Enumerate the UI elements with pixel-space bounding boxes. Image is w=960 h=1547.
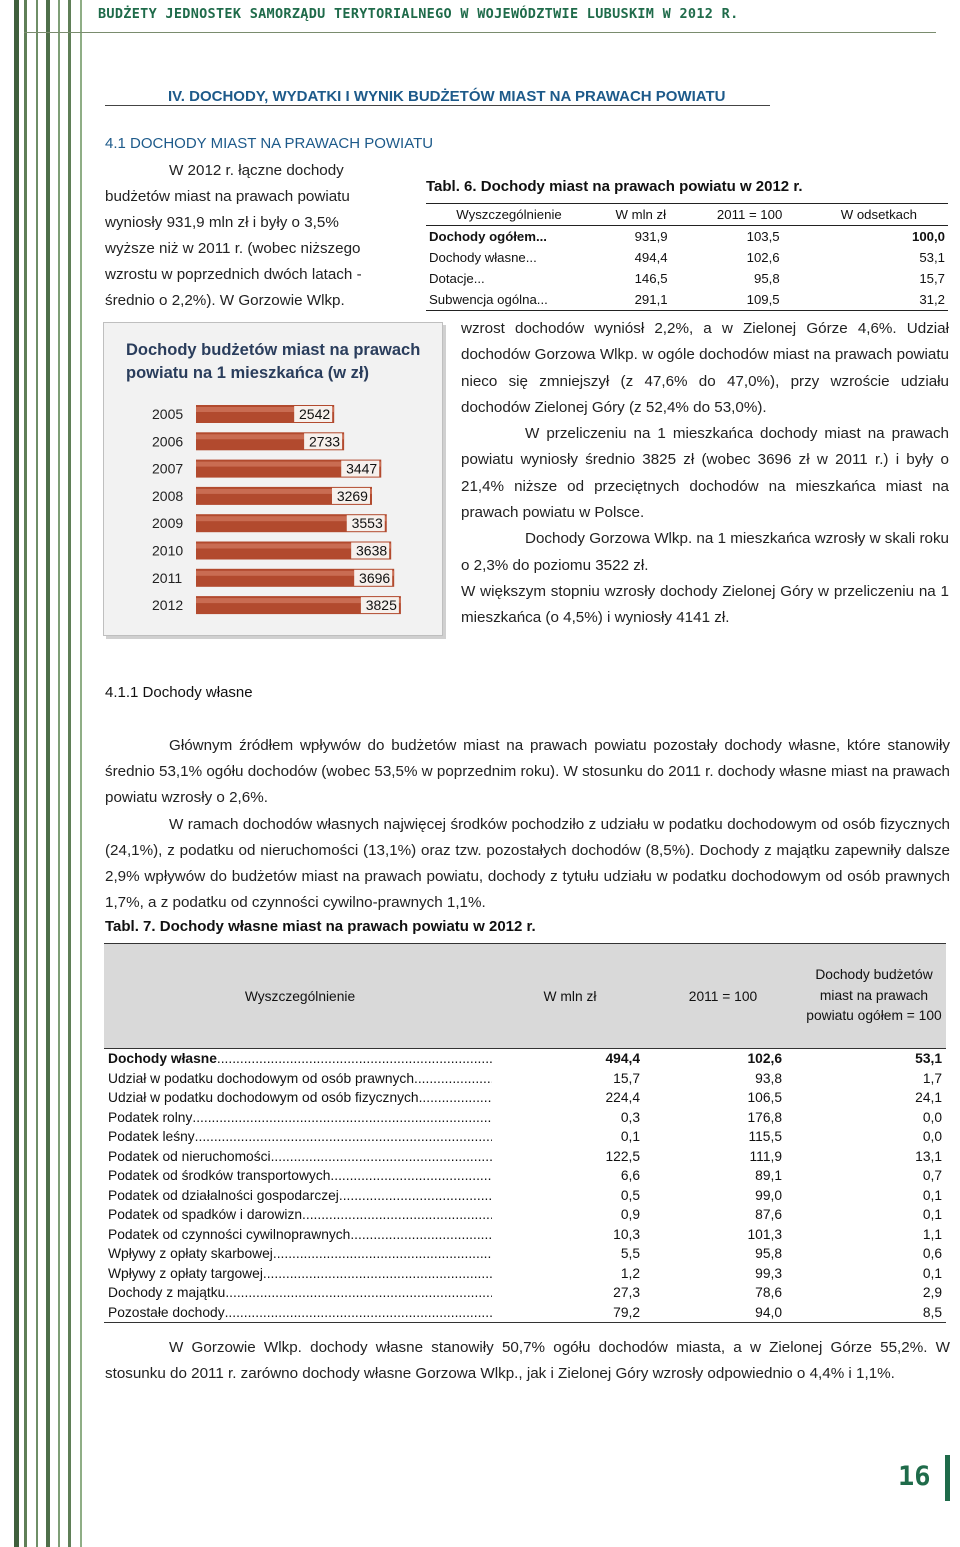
- table7-label-cell: [104, 1069, 496, 1089]
- table7-value-cell: 494,4: [605, 1051, 640, 1067]
- table6-value-cell: 53,1: [919, 250, 945, 265]
- table6-value-cell: 146,5: [634, 271, 668, 286]
- intro-line: średnio o 2,2%). W Gorzowie Wlkp.: [105, 292, 345, 309]
- leader-dots: [273, 1246, 492, 1261]
- table7-row: [104, 1108, 946, 1128]
- table7-value-cell: 101,3: [747, 1226, 782, 1242]
- table7-value-cell: 89,1: [755, 1168, 782, 1184]
- table7-value-cell: 102,6: [747, 1051, 782, 1067]
- chart-value-label: 3696: [359, 569, 391, 586]
- table7-label-cell: [104, 1147, 496, 1167]
- table7-label-cell: [104, 1186, 496, 1206]
- table7-label-cell: [104, 1244, 496, 1264]
- table7-row: [104, 1303, 946, 1323]
- table7-row-label: Udział w podatku dochodowym od osób prawnych: [108, 1070, 415, 1086]
- table6-value-cell: 31,2: [810, 289, 948, 311]
- table7-row-label: Pozostałe dochody: [108, 1304, 225, 1320]
- table7-label-cell: [104, 1264, 496, 1284]
- page-number-bar: [945, 1455, 950, 1501]
- decor-bar-4: [46, 0, 50, 1547]
- table7-row: [104, 1283, 946, 1303]
- table7-value-cell: 1,1: [922, 1226, 942, 1242]
- chart-title: Dochody budżetów miast na prawach powiatu na 1 mieszkańca (w zł): [126, 341, 421, 382]
- decor-bar-1: [14, 0, 19, 1547]
- table7-value-cell: 0,1: [922, 1207, 942, 1223]
- table7-value-cell: 24,1: [915, 1090, 942, 1106]
- intro-line: W 2012 r. łączne dochody: [169, 162, 344, 179]
- table7-value-cell: 79,2: [496, 1303, 644, 1323]
- table7-row-label: Dochody z majątku: [108, 1285, 226, 1301]
- table7-row-label: Podatek rolny: [108, 1109, 193, 1125]
- table7-caption: Tabl. 7. Dochody własne miast na prawach powiatu w 2012 r.: [105, 918, 536, 935]
- table7-row-label: Podatek od nieruchomości: [108, 1148, 271, 1164]
- leader-dots: [192, 1110, 492, 1125]
- closing-text: W Gorzowie Wlkp. dochody własne stanowiły 50,7% ogółu dochodów miasta, a w Zielonej Górze 55,2%. W stosunku do 2011 r. zarówno dochody własne Gorzowa Wlkp., jak i Zielonej Góry wzrosły odpowiednio o 4,4% i 1,1%.: [105, 1339, 950, 1382]
- chart-value-label: 3825: [365, 597, 397, 614]
- page-number: 16: [898, 1461, 931, 1492]
- table7-row-label: Udział w podatku dochodowym od osób fizycznych: [108, 1090, 419, 1106]
- table7-value-cell: 10,3: [613, 1226, 640, 1242]
- table7-label-cell: [104, 1166, 496, 1186]
- body-text: Głównym źródłem wpływów do budżetów miast na prawach powiatu pozostały dochody własne, które stanowiły średnio 53,1% ogółu dochodów (wobec 53,5% w poprzednim roku). W stosunku do 2011 r. dochody własne miast na prawach powiatu wzrosły o 2,6%.: [105, 737, 950, 806]
- table7-label-cell: [104, 1303, 496, 1323]
- table7-row: [104, 1244, 946, 1264]
- table6-value-cell: 95,8: [753, 271, 780, 286]
- table7-row: [104, 1166, 946, 1186]
- leader-dots: [419, 1090, 492, 1105]
- table7-row: [104, 1205, 946, 1225]
- intro-paragraph: [105, 158, 403, 314]
- table6: [426, 203, 948, 311]
- table6-header: W mln zł: [592, 204, 690, 226]
- intro-line: wzrostu w poprzednich dwóch latach -: [105, 266, 362, 283]
- chart-category-label: 2009: [152, 515, 184, 532]
- chart-category-label: 2005: [152, 406, 184, 422]
- table7-value-cell: 1,7: [922, 1070, 942, 1086]
- table7-value-cell: 99,0: [755, 1187, 782, 1203]
- right-paragraphs: [461, 316, 949, 632]
- leader-dots: [350, 1227, 492, 1242]
- table7-value-cell: 111,9: [749, 1148, 782, 1164]
- table7-value-cell: 0,1: [620, 1129, 640, 1145]
- table7-value-cell: 15,7: [613, 1070, 640, 1086]
- table7-row-label: Podatek leśny: [108, 1129, 195, 1145]
- table6-caption: Tabl. 6. Dochody miast na prawach powiatu w 2012 r.: [426, 178, 803, 195]
- table7-label-cell: [104, 1108, 496, 1128]
- table7-row: [104, 1049, 946, 1069]
- table7-value-cell: 0,0: [922, 1109, 942, 1125]
- chart-value-label: 3447: [346, 460, 378, 477]
- table7-row-label: Dochody własne: [108, 1051, 217, 1067]
- table7-value-cell: 0,9: [620, 1207, 640, 1223]
- intro-line: wyższe niż w 2011 r. (wobec niższego: [105, 240, 361, 257]
- table7-header: W mln zł: [496, 944, 644, 1049]
- table7-label-cell: [104, 1225, 496, 1245]
- table6-value-cell: 931,9: [634, 229, 668, 244]
- leader-dots: [217, 1051, 492, 1066]
- chart-category-label: 2006: [152, 433, 184, 450]
- table7-value-cell: 2,9: [922, 1285, 942, 1301]
- leader-dots: [302, 1207, 492, 1222]
- table7-row: [104, 1225, 946, 1245]
- chart-category-label: 2011: [152, 569, 183, 586]
- table7-value-cell: 95,8: [755, 1246, 782, 1262]
- chart-value-label: 3553: [351, 515, 383, 532]
- table7: [104, 943, 946, 1323]
- right-para-4: W większym stopniu wzrosły dochody Zielonej Góry w przeliczeniu na 1 mieszkańca (o 4,5%) i wyniosły 4141 zł.: [461, 582, 949, 627]
- leader-dots: [263, 1266, 492, 1281]
- table6-value-cell: 102,6: [746, 250, 780, 265]
- table7-value-cell: 1,2: [620, 1265, 640, 1281]
- table7-label-cell: [104, 1127, 496, 1147]
- right-para-1: wzrost dochodów wyniósł 2,2%, a w Zielonej Górze 4,6%. Udział dochodów Gorzowa Wlkp. w ogóle dochodów miast na prawach powiatu nieco się zmniejszył (z 47,6% do 47,0%), przy wzroście udziału dochodów Zielonej Góry (z 52,4% do 53,0%).: [461, 320, 949, 416]
- decor-bar-7: [80, 0, 82, 1547]
- table7-row-label: Podatek od spadków i darowizn: [108, 1207, 303, 1223]
- header-rule: [24, 32, 936, 33]
- table7-label-cell: [104, 1283, 496, 1303]
- table7-value-cell: 8,5: [802, 1303, 946, 1323]
- body-text: W ramach dochodów własnych najwięcej środków pochodziło z udziału w podatku dochodowym od osób fizycznych (24,1%), z podatku od nieruchomości (13,1%) oraz tzw. pozostałych dochodów (8,5%). Dochody z majątku zapewniły dalsze 2,9% wpływów do budżetów miast na prawach powiatu, dochody z tytułu udziału w podatku dochodowym od osób prawnych 1,7%, a z podatku od czynności cywilno-prawnych 1,1%.: [105, 816, 950, 911]
- table7-row-label: Podatek od czynności cywilnoprawnych: [108, 1226, 351, 1242]
- table7-label-cell: [104, 1088, 496, 1108]
- table6-value-cell: 109,5: [690, 289, 810, 311]
- table6-value-cell: 103,5: [746, 229, 780, 244]
- decor-bar-5: [58, 0, 60, 1547]
- chart-category-label: 2008: [152, 487, 184, 504]
- leader-dots: [330, 1168, 492, 1183]
- decor-bar-3: [36, 0, 38, 1547]
- decor-bar-2: [24, 0, 27, 1547]
- table6-label-cell: Dotacje...: [429, 271, 485, 286]
- leader-dots: [225, 1285, 492, 1300]
- leader-dots: [225, 1305, 492, 1320]
- table7-value-cell: 0,6: [922, 1246, 942, 1262]
- table7-label-cell: [104, 1049, 496, 1069]
- leader-dots: [195, 1129, 492, 1144]
- table7-value-cell: 176,8: [747, 1109, 782, 1125]
- table7-row: [104, 1088, 946, 1108]
- table6-value-cell: 15,7: [919, 271, 945, 286]
- chart-category-label: 2007: [152, 460, 184, 477]
- table7-row: [104, 1127, 946, 1147]
- table7-value-cell: 93,8: [755, 1070, 782, 1086]
- table7-value-cell: 99,3: [755, 1265, 782, 1281]
- section-title-underline: [105, 105, 770, 106]
- table6-row: [426, 268, 948, 289]
- table7-header: 2011 = 100: [644, 944, 802, 1049]
- table7-value-cell: 0,1: [922, 1265, 942, 1281]
- table7-row: [104, 1069, 946, 1089]
- table7-value-cell: 0,1: [922, 1187, 942, 1203]
- table7-value-cell: 87,6: [755, 1207, 782, 1223]
- table7-label-cell: [104, 1205, 496, 1225]
- table7-row-label: Wpływy z opłaty targowej: [108, 1265, 263, 1281]
- intro-line: budżetów miast na prawach powiatu: [105, 188, 350, 205]
- per-capita-chart: [103, 322, 443, 636]
- table6-row: [426, 289, 948, 311]
- table6-header: Wyszczególnienie: [426, 204, 592, 226]
- chart-plot: [104, 323, 442, 635]
- table7-row-label: Podatek od środków transportowych: [108, 1168, 331, 1184]
- table7-value-cell: 122,5: [605, 1148, 640, 1164]
- table7-value-cell: 94,0: [644, 1303, 802, 1323]
- closing-paragraph: [105, 1335, 950, 1387]
- intro-line: wyniosły 931,9 mln zł i były o 3,5%: [105, 214, 339, 231]
- chart-category-label: 2012: [152, 597, 184, 614]
- decor-bar-6: [68, 0, 71, 1547]
- table6-value-cell: 100,0: [911, 229, 945, 244]
- table6-label-cell: Subwencja ogólna...: [426, 289, 592, 311]
- table7-header: Wyszczególnienie: [104, 944, 496, 1049]
- table7-value-cell: 0,7: [922, 1168, 942, 1184]
- table7-value-cell: 0,5: [620, 1187, 640, 1203]
- chart-value-label: 3269: [336, 487, 368, 504]
- section-subtitle: 4.1 DOCHODY MIAST NA PRAWACH POWIATU: [105, 135, 434, 152]
- table7-row-label: Podatek od działalności gospodarczej: [108, 1187, 339, 1203]
- table7-value-cell: 115,5: [748, 1129, 782, 1145]
- chart-value-label: 2733: [308, 433, 341, 450]
- right-para-2: W przeliczeniu na 1 mieszkańca dochody miast na prawach powiatu wyniosły średnio 3825 zł (wobec 3696 zł w 2011 r.) i były o 21,4% niższe od przeciętnych dochodów na mieszkańca miast na prawach powiatu w Polsce.: [461, 425, 949, 522]
- table6-label-cell: Dochody ogółem...: [429, 229, 547, 244]
- table7-value-cell: 53,1: [915, 1051, 942, 1067]
- table7-value-cell: 78,6: [755, 1285, 782, 1301]
- table6-label-cell: Dochody własne...: [429, 250, 537, 265]
- body-paragraph-2: [105, 812, 950, 916]
- table6-row: [426, 226, 948, 248]
- table6-header: W odsetkach: [810, 204, 948, 226]
- table7-header: Dochody budżetów miast na prawach powiatu ogółem = 100: [802, 944, 946, 1049]
- table7-value-cell: 0,3: [620, 1109, 640, 1125]
- table6-header: 2011 = 100: [690, 204, 810, 226]
- table7-row: [104, 1186, 946, 1206]
- body-paragraph-1: [105, 733, 950, 811]
- table7-row: [104, 1147, 946, 1167]
- chart-category-label: 2010: [152, 542, 184, 559]
- table7-value-cell: 13,1: [915, 1148, 942, 1164]
- leader-dots: [271, 1149, 492, 1164]
- table7-value-cell: 224,4: [605, 1090, 640, 1106]
- chart-value-label: 2542: [299, 406, 331, 422]
- leader-dots: [414, 1071, 492, 1086]
- table7-value-cell: 5,5: [620, 1246, 640, 1262]
- chart-value-label: 3638: [356, 542, 388, 559]
- table7-row: [104, 1264, 946, 1284]
- table7-row-label: Wpływy z opłaty skarbowej: [108, 1246, 273, 1262]
- table7-value-cell: 0,0: [922, 1129, 942, 1145]
- right-para-3: Dochody Gorzowa Wlkp. na 1 mieszkańca wzrosły w skali roku o 2,3% do poziomu 3522 zł.: [461, 530, 949, 574]
- table6-row: [426, 247, 948, 268]
- table6-value-cell: 494,4: [634, 250, 668, 265]
- leader-dots: [339, 1188, 492, 1203]
- subsection-title: 4.1.1 Dochody własne: [105, 684, 253, 701]
- table7-value-cell: 27,3: [613, 1285, 640, 1301]
- table7-value-cell: 6,6: [620, 1168, 640, 1184]
- document-header: BUDŻETY JEDNOSTEK SAMORZĄDU TERYTORIALNEGO W WOJEWÓDZTWIE LUBUSKIM W 2012 R.: [98, 6, 739, 22]
- table6-value-cell: 291,1: [592, 289, 690, 311]
- table7-value-cell: 106,5: [747, 1090, 782, 1106]
- section-title: IV. DOCHODY, WYDATKI I WYNIK BUDŻETÓW MIAST NA PRAWACH POWIATU: [168, 88, 726, 105]
